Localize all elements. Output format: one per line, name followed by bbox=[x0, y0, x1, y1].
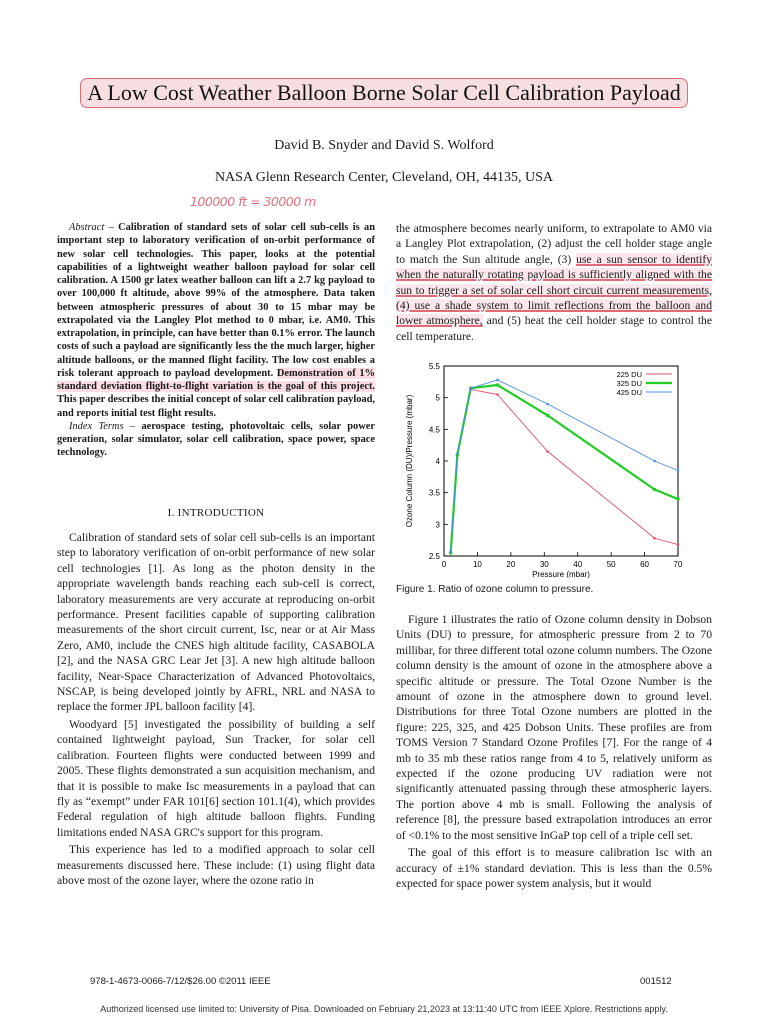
y-tick-label: 3 bbox=[435, 520, 440, 530]
data-point bbox=[546, 403, 549, 406]
figure-caption: Figure 1. Ratio of ozone column to pressure. bbox=[396, 584, 594, 595]
ozone-ratio-chart bbox=[400, 360, 692, 578]
handwritten-annotation: 100000 ft = 30000 m bbox=[190, 194, 316, 209]
x-tick-label: 30 bbox=[539, 560, 549, 569]
y-tick-label: 4 bbox=[435, 457, 440, 466]
abstract-lead: Abstract – bbox=[69, 222, 114, 233]
data-point bbox=[653, 537, 656, 540]
data-point bbox=[449, 550, 452, 553]
right-top-text-1: the atmosphere becomes nearly uniform, to extrapolate to AM0 via a Langley Plot extrapolation, (2) adjust the cell holder stage angle to match the Sun altitude angle, (3) bbox=[396, 222, 712, 266]
data-point bbox=[677, 543, 680, 546]
legend-label: 225 DU bbox=[616, 370, 642, 379]
y-tick-label: 5.5 bbox=[428, 362, 440, 371]
index-terms-lead: Index Terms – bbox=[69, 420, 136, 432]
index-terms: aerospace testing, photovoltaic cells, solar power generation, solar simulator, solar cell calibration, space power, space technology. bbox=[57, 420, 375, 459]
plot-frame bbox=[444, 366, 678, 556]
right-paragraph-1: Figure 1 illustrates the ratio of Ozone column density in Dobson Units (DU) to pressure, for atmospheric pressure from 2 to 70 millibar, for three different total ozone column numbers. The Ozone column density is the amount of ozone in the atmosphere above a specific altitude or pressure. The Total Ozone Number is the amount of ozone in the atmosphere down to ground level. Distributions for three Total Ozone numbers are plotted in the figure: 225, 325, and 425 Dobson Units. These profiles are from TOMS Version 7 Standard Ozone Profiles [7]. For the range of 4 mb to 35 mb these ratios range from 4 to 5, relatively uniform as expected if the ozone producing UV radiation were not significantly attenuated passing through these atmospheric layers. The portion above 4 mb is small. Following the analysis of reference [8], the pressure based extrapolation introduces an error of <0.1% to the most sensitive InGaP top cell of a triple cell set. bbox=[396, 613, 712, 842]
y-tick-label: 4.5 bbox=[428, 425, 440, 435]
data-point bbox=[496, 383, 500, 387]
authors: David B. Snyder and David S. Wolford bbox=[274, 138, 494, 153]
legend-label: 325 DU bbox=[616, 379, 642, 388]
data-point bbox=[546, 450, 549, 453]
x-tick-label: 0 bbox=[441, 560, 447, 569]
series-line-425-du bbox=[451, 380, 678, 552]
footer-page-number: 001512 bbox=[640, 976, 672, 987]
data-point bbox=[677, 469, 680, 472]
x-tick-label: 20 bbox=[506, 560, 516, 569]
x-tick-label: 50 bbox=[606, 560, 616, 569]
series-line-225-du bbox=[451, 389, 678, 552]
abstract-highlight: Demonstration of 1% standard deviation flight-to-flight variation is the goal of this project. bbox=[57, 367, 375, 392]
abstract bbox=[57, 221, 375, 460]
data-point bbox=[469, 387, 472, 390]
paper-title: A Low Cost Weather Balloon Borne Solar Cell Calibration Payload bbox=[80, 78, 688, 108]
intro-paragraph-2: Woodyard [5] investigated the possibility of building a self contained lightweight payload, Sun Tracker, for solar cell calibration. Fourteen flights were conducted between 1999 and 2005. These flights demonstrated a sun acquisition mechanism, and that it is possible to make Isc measurements in a payload that can fly as “exempt” under FAR 101[6] section 101.1(4), which provides Federal regulation of high altitude balloon flights. Funding limitations ended NASA GRC's support for this program. bbox=[57, 717, 375, 839]
paper-title-container bbox=[0, 78, 768, 108]
right-top-underlined: use a sun sensor to identify when the naturally rotating payload is sufficiently aligned with the sun to trigger a set of solar cell short circuit current measurements, (4) use a shade system to limit reflections from the balloon and lower atmosphere, bbox=[396, 252, 712, 328]
x-tick-label: 70 bbox=[673, 560, 683, 569]
data-point bbox=[676, 497, 680, 501]
y-tick-label: 3.5 bbox=[428, 488, 440, 498]
license-notice: Authorized licensed use limited to: University of Pisa. Downloaded on February 21,2023 at 13:11:40 UTC from IEEE Xplore. Restrictions apply. bbox=[100, 1004, 668, 1014]
data-point bbox=[496, 379, 499, 382]
x-tick-label: 40 bbox=[573, 560, 583, 569]
footer-isbn: 978-1-4673-0066-7/12/$26.00 ©2011 IEEE bbox=[90, 976, 271, 987]
x-tick-label: 60 bbox=[640, 560, 650, 569]
abstract-text-2: This paper describes the initial concept of solar cell calibration payload, and reports initial test flight results. bbox=[57, 394, 375, 419]
data-point bbox=[496, 393, 499, 396]
x-axis-label: Pressure (mbar) bbox=[532, 570, 590, 578]
data-point bbox=[546, 414, 550, 418]
right-paragraph-2: The goal of this effort is to measure calibration Isc with an accuracy of ±1% standard deviation. This is less than the 0.5% expected for space power system analysis, but it would bbox=[396, 846, 712, 890]
right-column-top bbox=[396, 221, 712, 344]
intro-paragraph-1: Calibration of standard sets of solar cell sub-cells is an important step to laboratory verification of on-orbit performance of new solar cell technologies [1]. As long as the photon density in the appropriate wavelength bands reaching each sub-cell is correct, laboratory measurements are very accurate at reproducing on-orbit performance. Present facilities capable of supporting calibration measurements of the short circuit current, Isc, near or at Air Mass Zero, AM0, include the CNES high altitude facility, CASABOLA [2], and the NASA GRC Lear Jet [3]. A new high altitude balloon facility, Near-Space Characterization of Advanced Photovoltaics, NSCAP, is being developed jointly by AFRL, NRL and NASA to replace the former JPL balloon facility [4]. bbox=[57, 531, 375, 714]
intro-column bbox=[57, 530, 375, 890]
data-point bbox=[456, 452, 459, 455]
legend-label: 425 DU bbox=[616, 388, 642, 397]
right-top-text-2: and (5) heat the cell holder stage to control the cell temperature. bbox=[396, 314, 712, 343]
series-line-325-du bbox=[451, 385, 678, 553]
y-tick-label: 2.5 bbox=[428, 552, 440, 561]
data-point bbox=[653, 488, 657, 492]
y-tick-label: 5 bbox=[435, 393, 440, 403]
y-axis-label: Ozone Column (DU)/Pressure (mbar) bbox=[405, 394, 414, 528]
abstract-text: Calibration of standard sets of solar cell sub-cells is an important step to laboratory verification of on-orbit performance of new solar cell technologies. This paper, looks at the potential capabilities of a lightweight weather balloon payload for solar cell calibration. A 1500 gr latex weather balloon can lift a 2.7 kg payload to over 100,000 ft altitude, above 99% of the atmosphere. Data taken between atmospheric pressures of about 30 to 15 mbar may be extrapolated via the Langley Plot method to 0 mbar, i.e. AM0. This extrapolation, in principle, can have better than 0.1% error. The launch costs of such a payload are significantly less the the much larger, higher altitude balloons, or the manned flight facility. The low cost enables a risk tolerant approach to payload development. bbox=[57, 222, 375, 379]
affiliation: NASA Glenn Research Center, Cleveland, OH, 44135, USA bbox=[214, 170, 554, 185]
right-column-body bbox=[396, 612, 712, 893]
data-point bbox=[653, 460, 656, 463]
section-heading: I. INTRODUCTION bbox=[167, 507, 265, 519]
intro-paragraph-3: This experience has led to a modified approach to solar cell measurements discussed here. These include: (1) using flight data above most of the ozone layer, where the ozone ratio in bbox=[57, 843, 375, 887]
x-tick-label: 10 bbox=[472, 560, 482, 569]
